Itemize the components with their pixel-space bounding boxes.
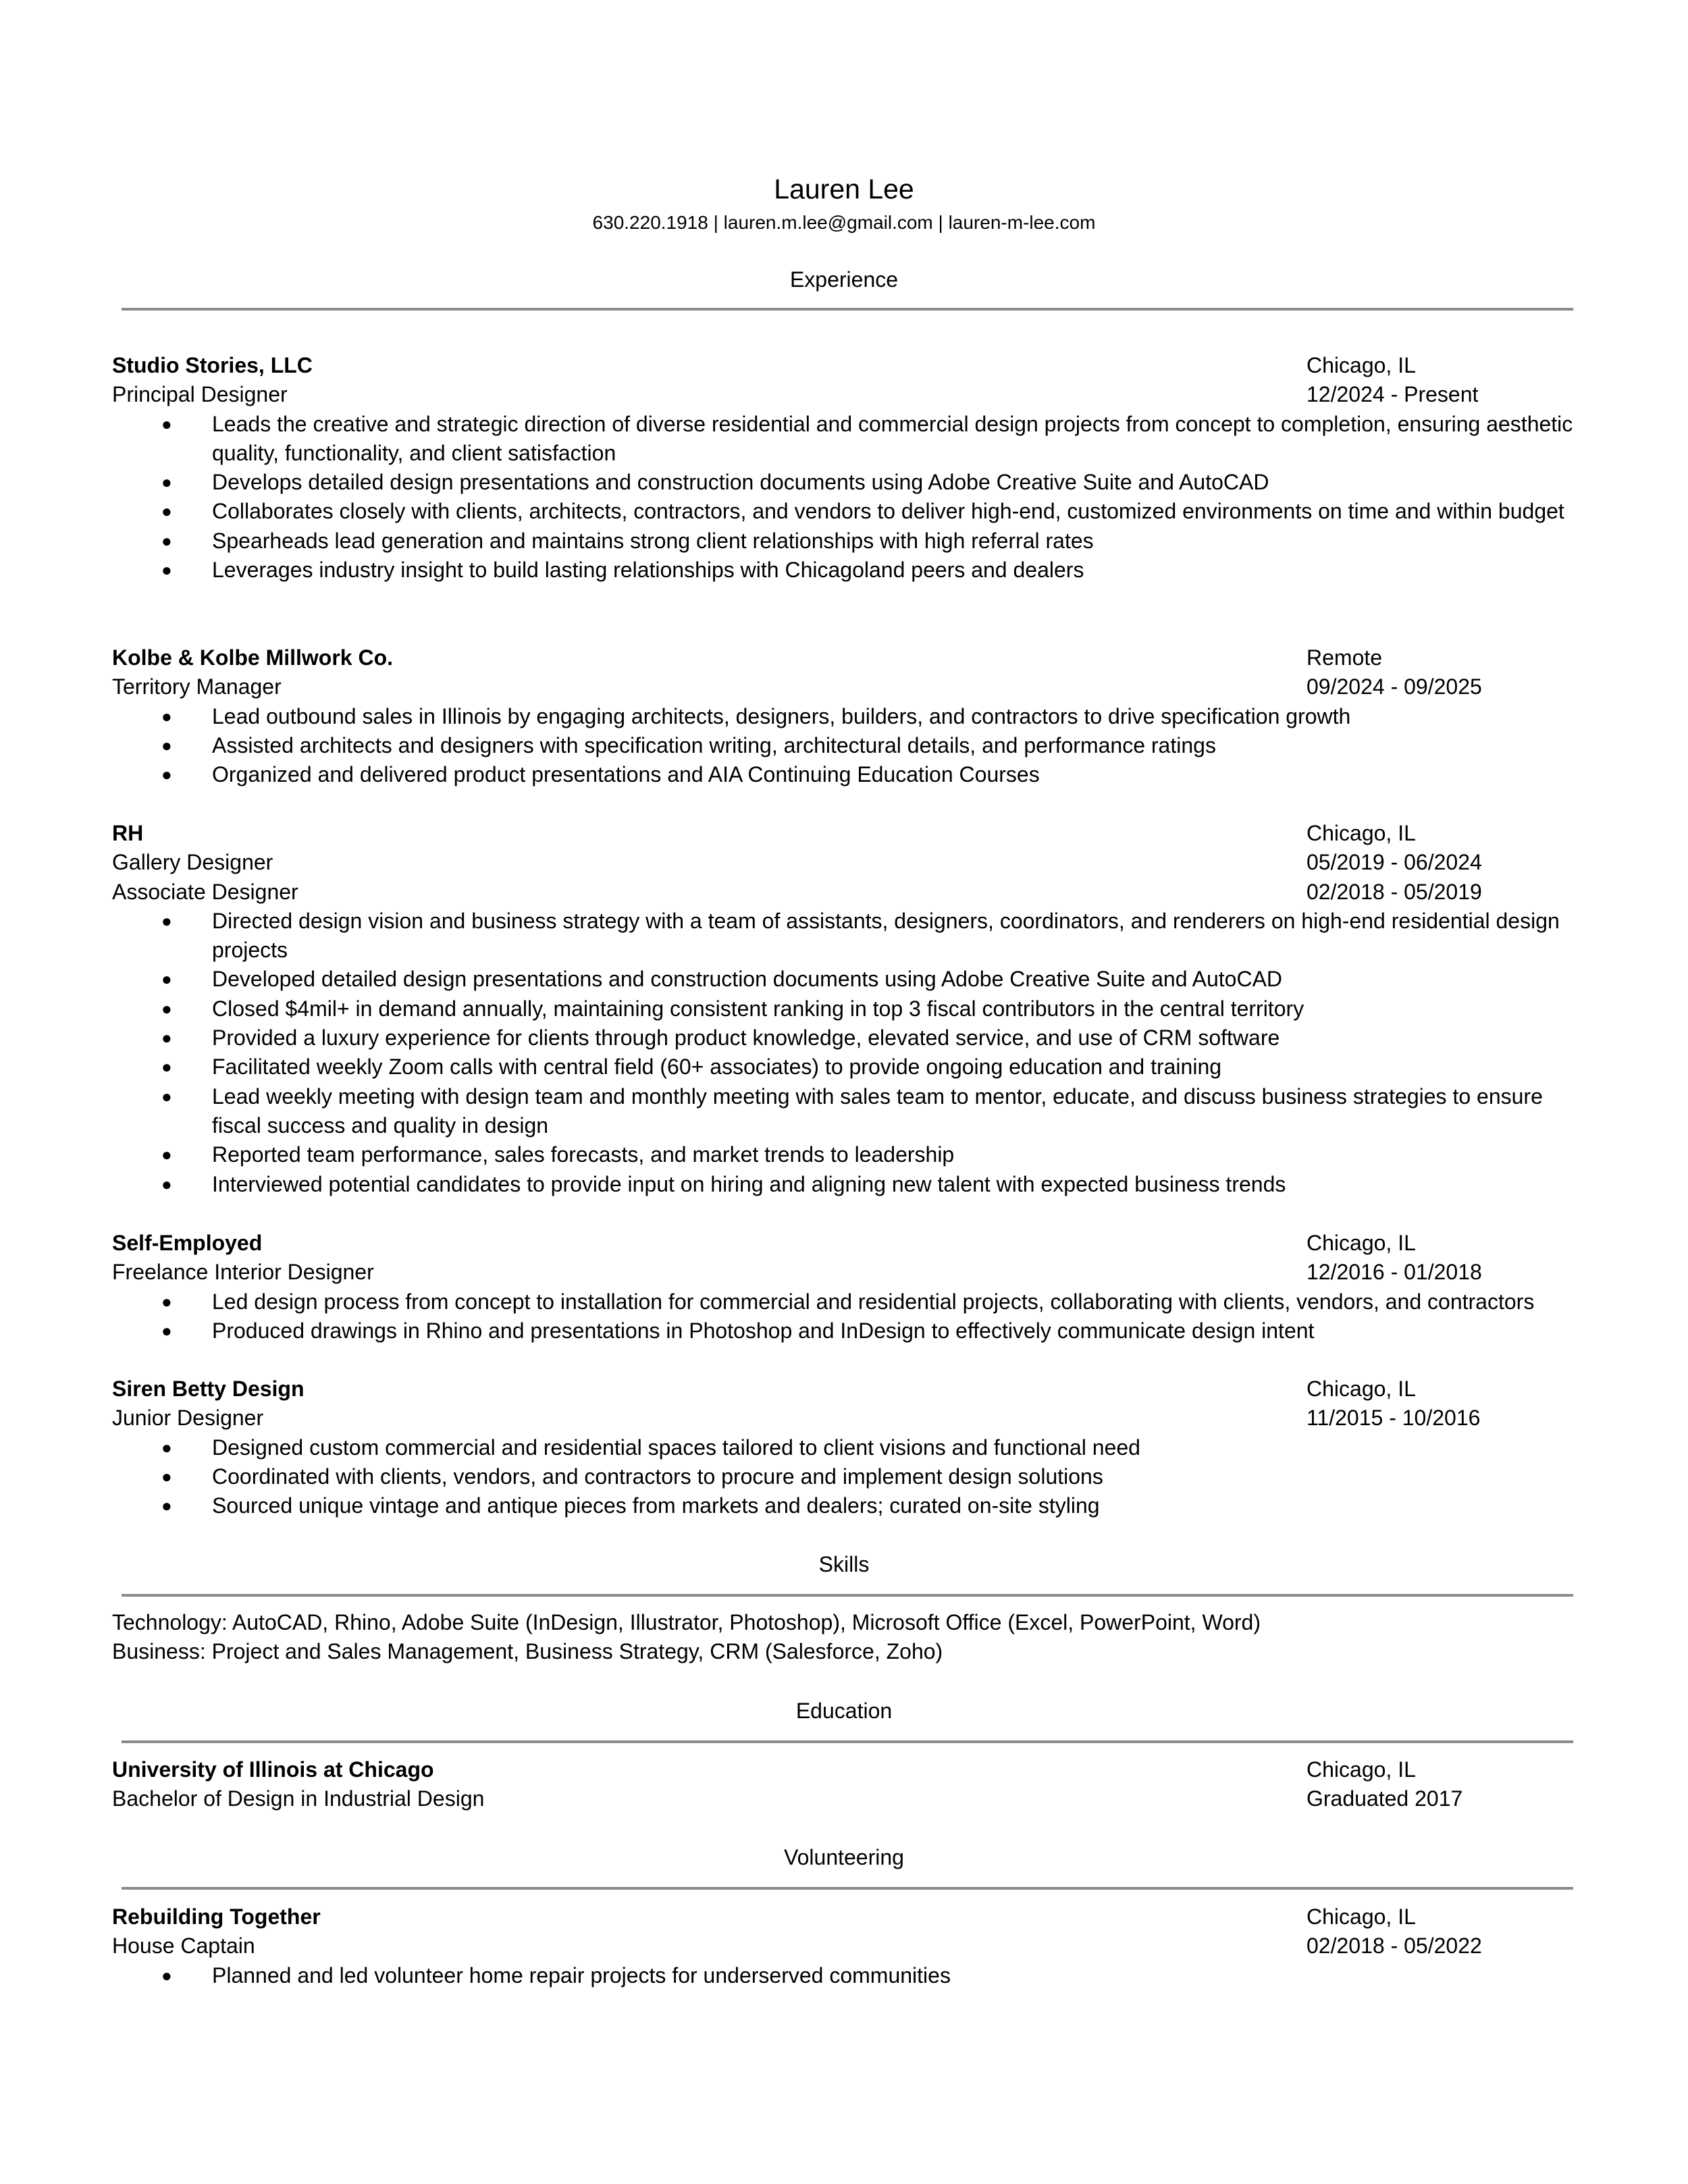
list-item: ● Facilitated weekly Zoom calls with central field (60+ associates) to provide ongoing education and training — [112, 1053, 1577, 1082]
bullet-list — [112, 410, 1577, 585]
job-title: Freelance Interior Designer — [112, 1260, 374, 1285]
job-dates: 09/2024 - 09/2025 — [1307, 674, 1482, 699]
volunteer-dates: 02/2018 - 05/2022 — [1307, 1934, 1482, 1959]
list-item: ● Lead outbound sales in Illinois by engaging architects, designers, builders, and contractors to drive specification growth — [112, 702, 1577, 731]
list-item: ● Develops detailed design presentations and construction documents using Adobe Creative Suite and AutoCAD — [112, 468, 1577, 497]
bullet-icon: ● — [161, 501, 172, 522]
section-divider — [122, 308, 1573, 311]
job-location: Remote — [1307, 645, 1383, 670]
skills-technology: Technology: AutoCAD, Rhino, Adobe Suite (InDesign, Illustrator, Photoshop), Microsoft Office (Excel, PowerPoint, Word) — [112, 1610, 1261, 1634]
experience-entry — [112, 643, 1577, 789]
bullet-icon: ● — [161, 735, 172, 755]
bullet-icon: ● — [161, 560, 172, 581]
job-dates: 12/2024 - Present — [1307, 382, 1479, 407]
bullet-list — [112, 1961, 1577, 1990]
volunteer-role: House Captain — [112, 1934, 255, 1959]
list-item: ● Reported team performance, sales forecasts, and market trends to leadership — [112, 1140, 1577, 1169]
bullet-icon: ● — [161, 472, 172, 493]
list-item: ● Collaborates closely with clients, architects, contractors, and vendors to deliver high-end, customized environments on time and within budget — [112, 497, 1577, 526]
section-title-education: Education — [795, 1699, 893, 1723]
experience-entry — [112, 1375, 1577, 1520]
job-title: Junior Designer — [112, 1406, 264, 1431]
volunteering-entry — [112, 1902, 1577, 1990]
bullet-list — [112, 907, 1577, 1199]
section-divider — [122, 1740, 1573, 1743]
bullet-icon: ● — [161, 1028, 172, 1048]
list-item: ● Led design process from concept to installation for commercial and residential projects, collaborating with clients, vendors, and contractors — [112, 1287, 1577, 1316]
list-item: ● Interviewed potential candidates to provide input on hiring and aligning new talent with expected business trends — [112, 1170, 1577, 1199]
volunteer-location: Chicago, IL — [1307, 1905, 1416, 1929]
list-item: ● Provided a luxury experience for clients through product knowledge, elevated service, and use of CRM software — [112, 1023, 1577, 1053]
skills-business: Business: Project and Sales Management, Business Strategy, CRM (Salesforce, Zoho) — [112, 1639, 943, 1664]
bullet-icon: ● — [161, 969, 172, 990]
bullet-icon: ● — [161, 1466, 172, 1487]
list-item: ● Produced drawings in Rhino and presentations in Photoshop and InDesign to effectively communicate design intent — [112, 1316, 1577, 1346]
list-item: ● Developed detailed design presentations and construction documents using Adobe Creative Suite and AutoCAD — [112, 965, 1577, 994]
bullet-icon: ● — [161, 1057, 172, 1077]
list-item: ● Lead weekly meeting with design team and monthly meeting with sales team to mentor, educate, and discuss business strategies to ensure fiscal success and quality in design — [112, 1082, 1577, 1141]
job-title: Principal Designer — [112, 382, 288, 407]
section-divider — [122, 1887, 1573, 1890]
list-item: ● Coordinated with clients, vendors, and contractors to procure and implement design solutions — [112, 1462, 1577, 1491]
experience-entry — [112, 351, 1577, 585]
bullet-icon: ● — [161, 998, 172, 1019]
job-dates: 11/2015 - 10/2016 — [1307, 1406, 1481, 1431]
list-item: ● Spearheads lead generation and maintains strong client relationships with high referral rates — [112, 527, 1577, 556]
company-name: Studio Stories, LLC — [112, 353, 313, 377]
bullet-icon: ● — [161, 1086, 172, 1107]
bullet-icon: ● — [161, 1320, 172, 1341]
bullet-icon: ● — [161, 764, 172, 785]
contact-info: 630.220.1918 | lauren.m.lee@gmail.com | lauren-m-lee.com — [592, 212, 1096, 233]
bullet-icon: ● — [161, 1144, 172, 1165]
bullet-icon: ● — [161, 530, 172, 551]
job-title: Associate Designer — [112, 879, 298, 904]
job-location: Chicago, IL — [1307, 1231, 1416, 1255]
bullet-icon: ● — [161, 1173, 172, 1194]
company-name: Kolbe & Kolbe Millwork Co. — [112, 645, 394, 670]
organization-name: Rebuilding Together — [112, 1905, 321, 1929]
job-dates: 05/2019 - 06/2024 — [1307, 850, 1482, 875]
job-dates: 02/2018 - 05/2019 — [1307, 879, 1482, 904]
list-item: ● Leverages industry insight to build lasting relationships with Chicagoland peers and dealers — [112, 556, 1577, 585]
list-item: ● Organized and delivered product presentations and AIA Continuing Education Courses — [112, 760, 1577, 789]
section-divider — [122, 1594, 1573, 1597]
list-item: ● Directed design vision and business strategy with a team of assistants, designers, coordinators, and renderers on high-end residential design projects — [112, 907, 1577, 965]
list-item: ● Closed $4mil+ in demand annually, maintaining consistent ranking in top 3 fiscal contributors in the central territory — [112, 994, 1577, 1023]
list-item: ● Planned and led volunteer home repair projects for underserved communities — [112, 1961, 1577, 1990]
list-item: ● Sourced unique vintage and antique pieces from markets and dealers; curated on-site styling — [112, 1491, 1577, 1520]
candidate-name: Lauren Lee — [774, 174, 914, 205]
job-dates: 12/2016 - 01/2018 — [1307, 1260, 1482, 1285]
list-item: ● Assisted architects and designers with specification writing, architectural details, and performance ratings — [112, 731, 1577, 760]
bullet-icon: ● — [161, 705, 172, 726]
job-location: Chicago, IL — [1307, 821, 1416, 845]
section-title-experience: Experience — [789, 267, 899, 292]
list-item: ● Designed custom commercial and residential spaces tailored to client visions and functional need — [112, 1433, 1577, 1462]
company-name: Siren Betty Design — [112, 1377, 305, 1401]
bullet-list — [112, 702, 1577, 790]
job-title: Gallery Designer — [112, 850, 273, 875]
bullet-icon: ● — [161, 910, 172, 931]
bullet-icon: ● — [161, 1291, 172, 1312]
company-name: RH — [112, 821, 144, 845]
job-location: Chicago, IL — [1307, 353, 1416, 377]
school-location: Chicago, IL — [1307, 1757, 1416, 1782]
experience-entry — [112, 1229, 1577, 1346]
job-title: Territory Manager — [112, 674, 282, 699]
skills-block — [112, 1608, 1577, 1667]
bullet-list — [112, 1433, 1577, 1521]
bullet-icon: ● — [161, 1437, 172, 1458]
bullet-icon: ● — [161, 1965, 172, 1986]
school-name: University of Illinois at Chicago — [112, 1757, 434, 1782]
list-item: ● Leads the creative and strategic direction of diverse residential and commercial design projects from concept to completion, ensuring aesthetic quality, functionality, and client satisfaction — [112, 410, 1577, 469]
company-name: Self-Employed — [112, 1231, 263, 1255]
bullet-list — [112, 1287, 1577, 1346]
bullet-icon: ● — [161, 1495, 172, 1516]
education-entry — [112, 1755, 1577, 1814]
section-title-volunteering: Volunteering — [784, 1845, 904, 1869]
experience-entry — [112, 819, 1577, 1199]
job-location: Chicago, IL — [1307, 1377, 1416, 1401]
section-title-skills: Skills — [818, 1552, 870, 1576]
bullet-icon: ● — [161, 413, 172, 434]
degree: Bachelor of Design in Industrial Design — [112, 1786, 485, 1811]
graduation-date: Graduated 2017 — [1307, 1786, 1463, 1811]
